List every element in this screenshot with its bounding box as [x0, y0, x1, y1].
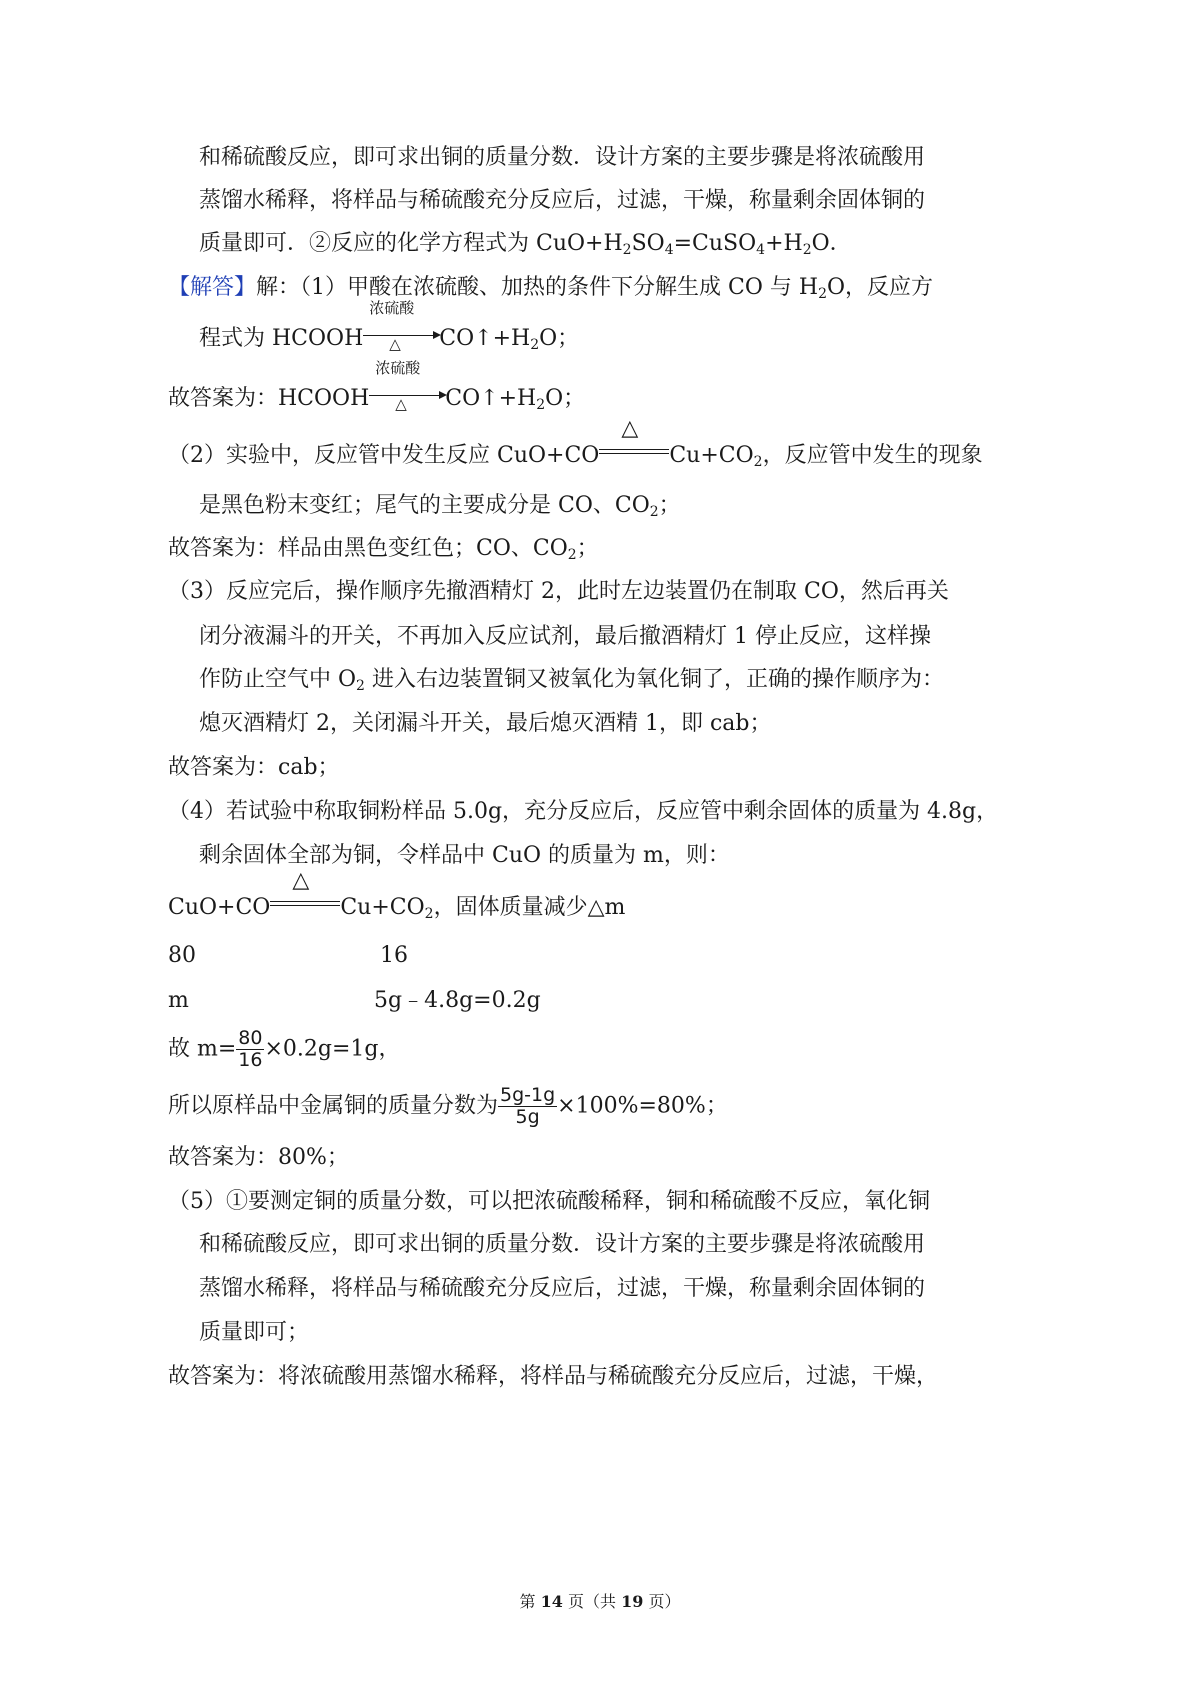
text-line: （3）反应完后，操作顺序先撤酒精灯 2，此时左边装置仍在制取 CO，然后再关 [168, 579, 949, 604]
formula-line: 所以原样品中金属铜的质量分数为 $\frac{5g-1g}{5g}$ ×100%=80%； [168, 1084, 728, 1128]
fraction: $\frac{5g-1g}{5g}$ [500, 1084, 556, 1128]
equation-line: 程式为 HCOOH 浓硫酸 △ $CO↑+H_2O$； [199, 299, 580, 353]
reaction-equals: △ [270, 892, 340, 914]
text-line: （5）①要测定铜的质量分数，可以把浓硫酸稀释，铜和稀硫酸不反应，氧化铜 [168, 1189, 930, 1214]
text-line: 故答案为：样品由黑色变红色；CO、$CO_2$； [168, 536, 599, 563]
text-line: （4）若试验中称取铜粉样品 5.0g，充分反应后，反应管中剩余固体的质量为 4.8g， [168, 799, 999, 824]
fraction: $\frac{80}{16}$ [238, 1027, 263, 1071]
text-line: 剩余固体全部为铜，令样品中 CuO 的质量为 m，则： [199, 843, 730, 868]
ratio-value: m [168, 988, 189, 1013]
text-line: 熄灭酒精灯 2，关闭漏斗开关，最后熄灭酒精 1，即 cab； [199, 711, 772, 736]
total-pages: 19 [621, 1592, 644, 1611]
formula-line: 故 m= $\frac{80}{16}$ ×0.2g=1g， [168, 1027, 401, 1071]
reaction-arrow: 浓硫酸 △ [363, 323, 439, 345]
text-line: 质量即可； [199, 1320, 310, 1345]
text-line: 是黑色粉末变红；尾气的主要成分是 CO、$CO_2$； [199, 493, 681, 520]
reaction-arrow: 浓硫酸 △ [369, 383, 445, 405]
text-line: 蒸馏水稀释，将样品与稀硫酸充分反应后，过滤，干燥，称量剩余固体铜的 [199, 1276, 926, 1301]
text-line: 和稀硫酸反应，即可求出铜的质量分数．设计方案的主要步骤是将浓硫酸用 [199, 145, 926, 170]
page-number: 14 [540, 1592, 563, 1611]
text-line: 作防止空气中 $O_2$ 进入右边装置铜又被氧化为氧化铜了，正确的操作顺序为： [199, 667, 944, 694]
page-footer: 第 14 页（共 19 页） [519, 1592, 681, 1611]
equation-line: CuO+CO △ $Cu+CO_2$，固体质量减少△m [168, 868, 626, 922]
answer-heading-line: 【解答】解：（1）甲酸在浓硫酸、加热的条件下分解生成 CO 与 $H_2O$，反应方 [168, 275, 934, 302]
ratio-value: 16 [380, 943, 408, 968]
text-line: 闭分液漏斗的开关，不再加入反应试剂，最后撤酒精灯 1 停止反应，这样操 [199, 624, 931, 649]
text-line: 故答案为：将浓硫酸用蒸馏水稀释，将样品与稀硫酸充分反应后，过滤，干燥， [168, 1364, 939, 1389]
text-line: 和稀硫酸反应，即可求出铜的质量分数．设计方案的主要步骤是将浓硫酸用 [199, 1232, 926, 1257]
answer-tag: 【解答】 [168, 275, 257, 300]
equation-line: （2）实验中，反应管中发生反应 CuO+CO △ $Cu+CO_2$，反应管中发生的现象 [168, 416, 983, 470]
ratio-value: 5g﹣4.8g=0.2g [374, 988, 541, 1013]
reaction-equals: △ [599, 440, 669, 462]
ratio-value: 80 [168, 943, 196, 968]
equation-line: 故答案为：HCOOH 浓硫酸 △ $CO↑+H_2O$； [168, 359, 586, 413]
text-line: 蒸馏水稀释，将样品与稀硫酸充分反应后，过滤，干燥，称量剩余固体铜的 [199, 188, 926, 213]
text-line: 质量即可．②反应的化学方程式为 $CuO+H_2SO_4=CuSO_4+H_2O$． [199, 231, 852, 258]
text-line: 故答案为：cab； [168, 755, 340, 780]
text-line: 故答案为：80%； [168, 1145, 349, 1170]
